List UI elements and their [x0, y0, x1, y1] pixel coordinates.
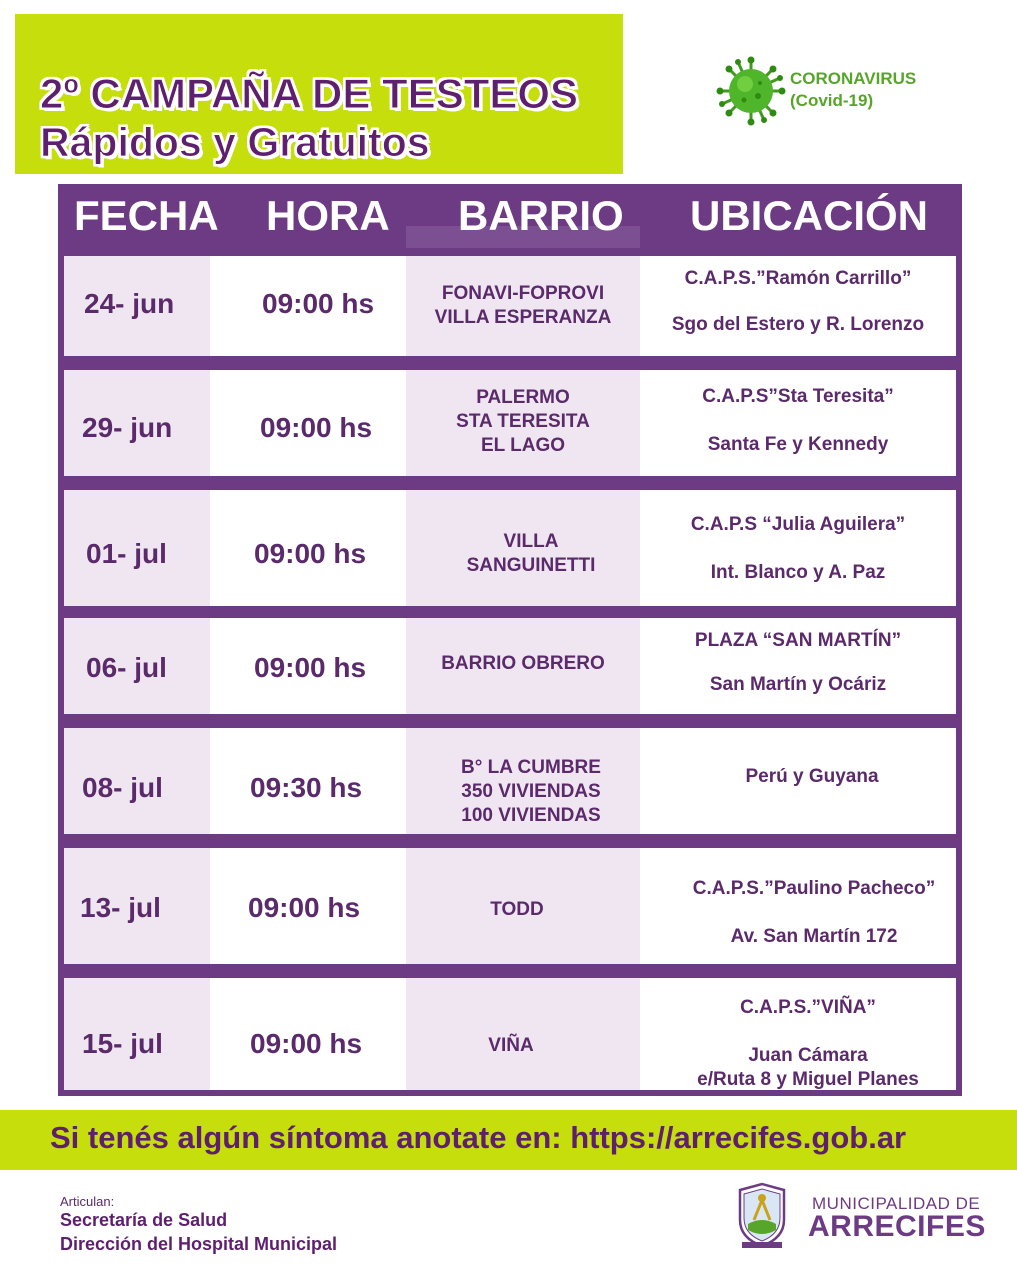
partner-hospital: Dirección del Hospital Municipal [60, 1234, 338, 1254]
row-ubicacion: PLAZA “SAN MARTÍN” San Martín y Ocáriz [694, 630, 902, 695]
row-fecha: 15- jul [82, 1028, 163, 1059]
campaign-subtitle: Rápidos y Gratuitos [40, 119, 430, 165]
table-row [64, 256, 956, 356]
row-hora: 09:00 hs [254, 538, 367, 569]
coronavirus-icon [716, 56, 786, 126]
municipality-label: MUNICIPALIDAD DE [812, 1194, 981, 1213]
table-row [64, 618, 956, 714]
row-hora: 09:00 hs [254, 652, 367, 683]
row-hora: 09:00 hs [262, 288, 375, 319]
row-ubicacion: C.A.P.S.”Ramón Carrillo” Sgo del Estero y R. Lorenzo [671, 268, 925, 335]
row-barrio: FONAVI-FOPROVI VILLA ESPERANZA [434, 283, 612, 328]
campaign-title: 2º CAMPAÑA DE TESTEOS [40, 70, 579, 117]
row-fecha: 24- jun [84, 288, 175, 319]
arrecifes-shield-icon [734, 1180, 790, 1250]
table-row [64, 370, 956, 476]
schedule-table [58, 184, 962, 1096]
row-hora: 09:00 hs [260, 412, 373, 443]
row-barrio: B° LA CUMBRE 350 VIVIENDAS 100 VIVIENDAS [461, 757, 601, 826]
table-row [64, 978, 956, 1090]
row-ubicacion: C.A.P.S”Sta Teresita” Santa Fe y Kennedy [702, 386, 894, 455]
row-fecha: 13- jul [80, 892, 161, 923]
header-ubicacion: UBICACIÓN [690, 192, 928, 239]
badge-line-1: CORONAVIRUS [790, 69, 917, 88]
badge-line-2: (Covid-19) [790, 91, 874, 110]
row-fecha: 01- jul [86, 538, 167, 569]
table-row [64, 848, 956, 964]
row-hora: 09:00 hs [250, 1028, 363, 1059]
header-hora: HORA [266, 192, 390, 239]
row-barrio: BARRIO OBRERO [441, 653, 605, 674]
row-ubicacion: C.A.P.S “Julia Aguilera” Int. Blanco y A. Paz [690, 514, 906, 583]
table-header [58, 184, 962, 248]
partner-secretaria: Secretaría de Salud [60, 1210, 228, 1230]
row-ubicacion: C.A.P.S.”VIÑA” Juan Cámara e/Ruta 8 y Miguel Planes [697, 997, 919, 1090]
row-fecha: 08- jul [82, 772, 163, 803]
header-barrio: BARRIO [458, 192, 624, 239]
articulan-label: Articulan: [60, 1194, 115, 1209]
row-hora: 09:30 hs [250, 772, 363, 803]
row-ubicacion: C.A.P.S.”Paulino Pacheco” Av. San Martín 172 [692, 878, 936, 947]
row-barrio: PALERMO STA TERESITA EL LAGO [456, 387, 590, 456]
row-fecha: 06- jul [86, 652, 167, 683]
table-row [64, 490, 956, 606]
municipality-name: ARRECIFES [808, 1210, 986, 1243]
coronavirus-label [790, 68, 916, 112]
table-row [64, 728, 956, 834]
row-barrio: VILLA SANGUINETTI [466, 531, 596, 576]
row-barrio: VIÑA [488, 1035, 534, 1056]
row-fecha: 29- jun [82, 412, 173, 443]
registration-cta: Si tenés algún síntoma anotate en: https://arrecifes.gob.ar [50, 1120, 907, 1155]
row-ubicacion: Perú y Guyana [745, 766, 879, 787]
row-hora: 09:00 hs [248, 892, 361, 923]
header-fecha: FECHA [74, 192, 219, 239]
row-barrio: TODD [490, 899, 544, 920]
